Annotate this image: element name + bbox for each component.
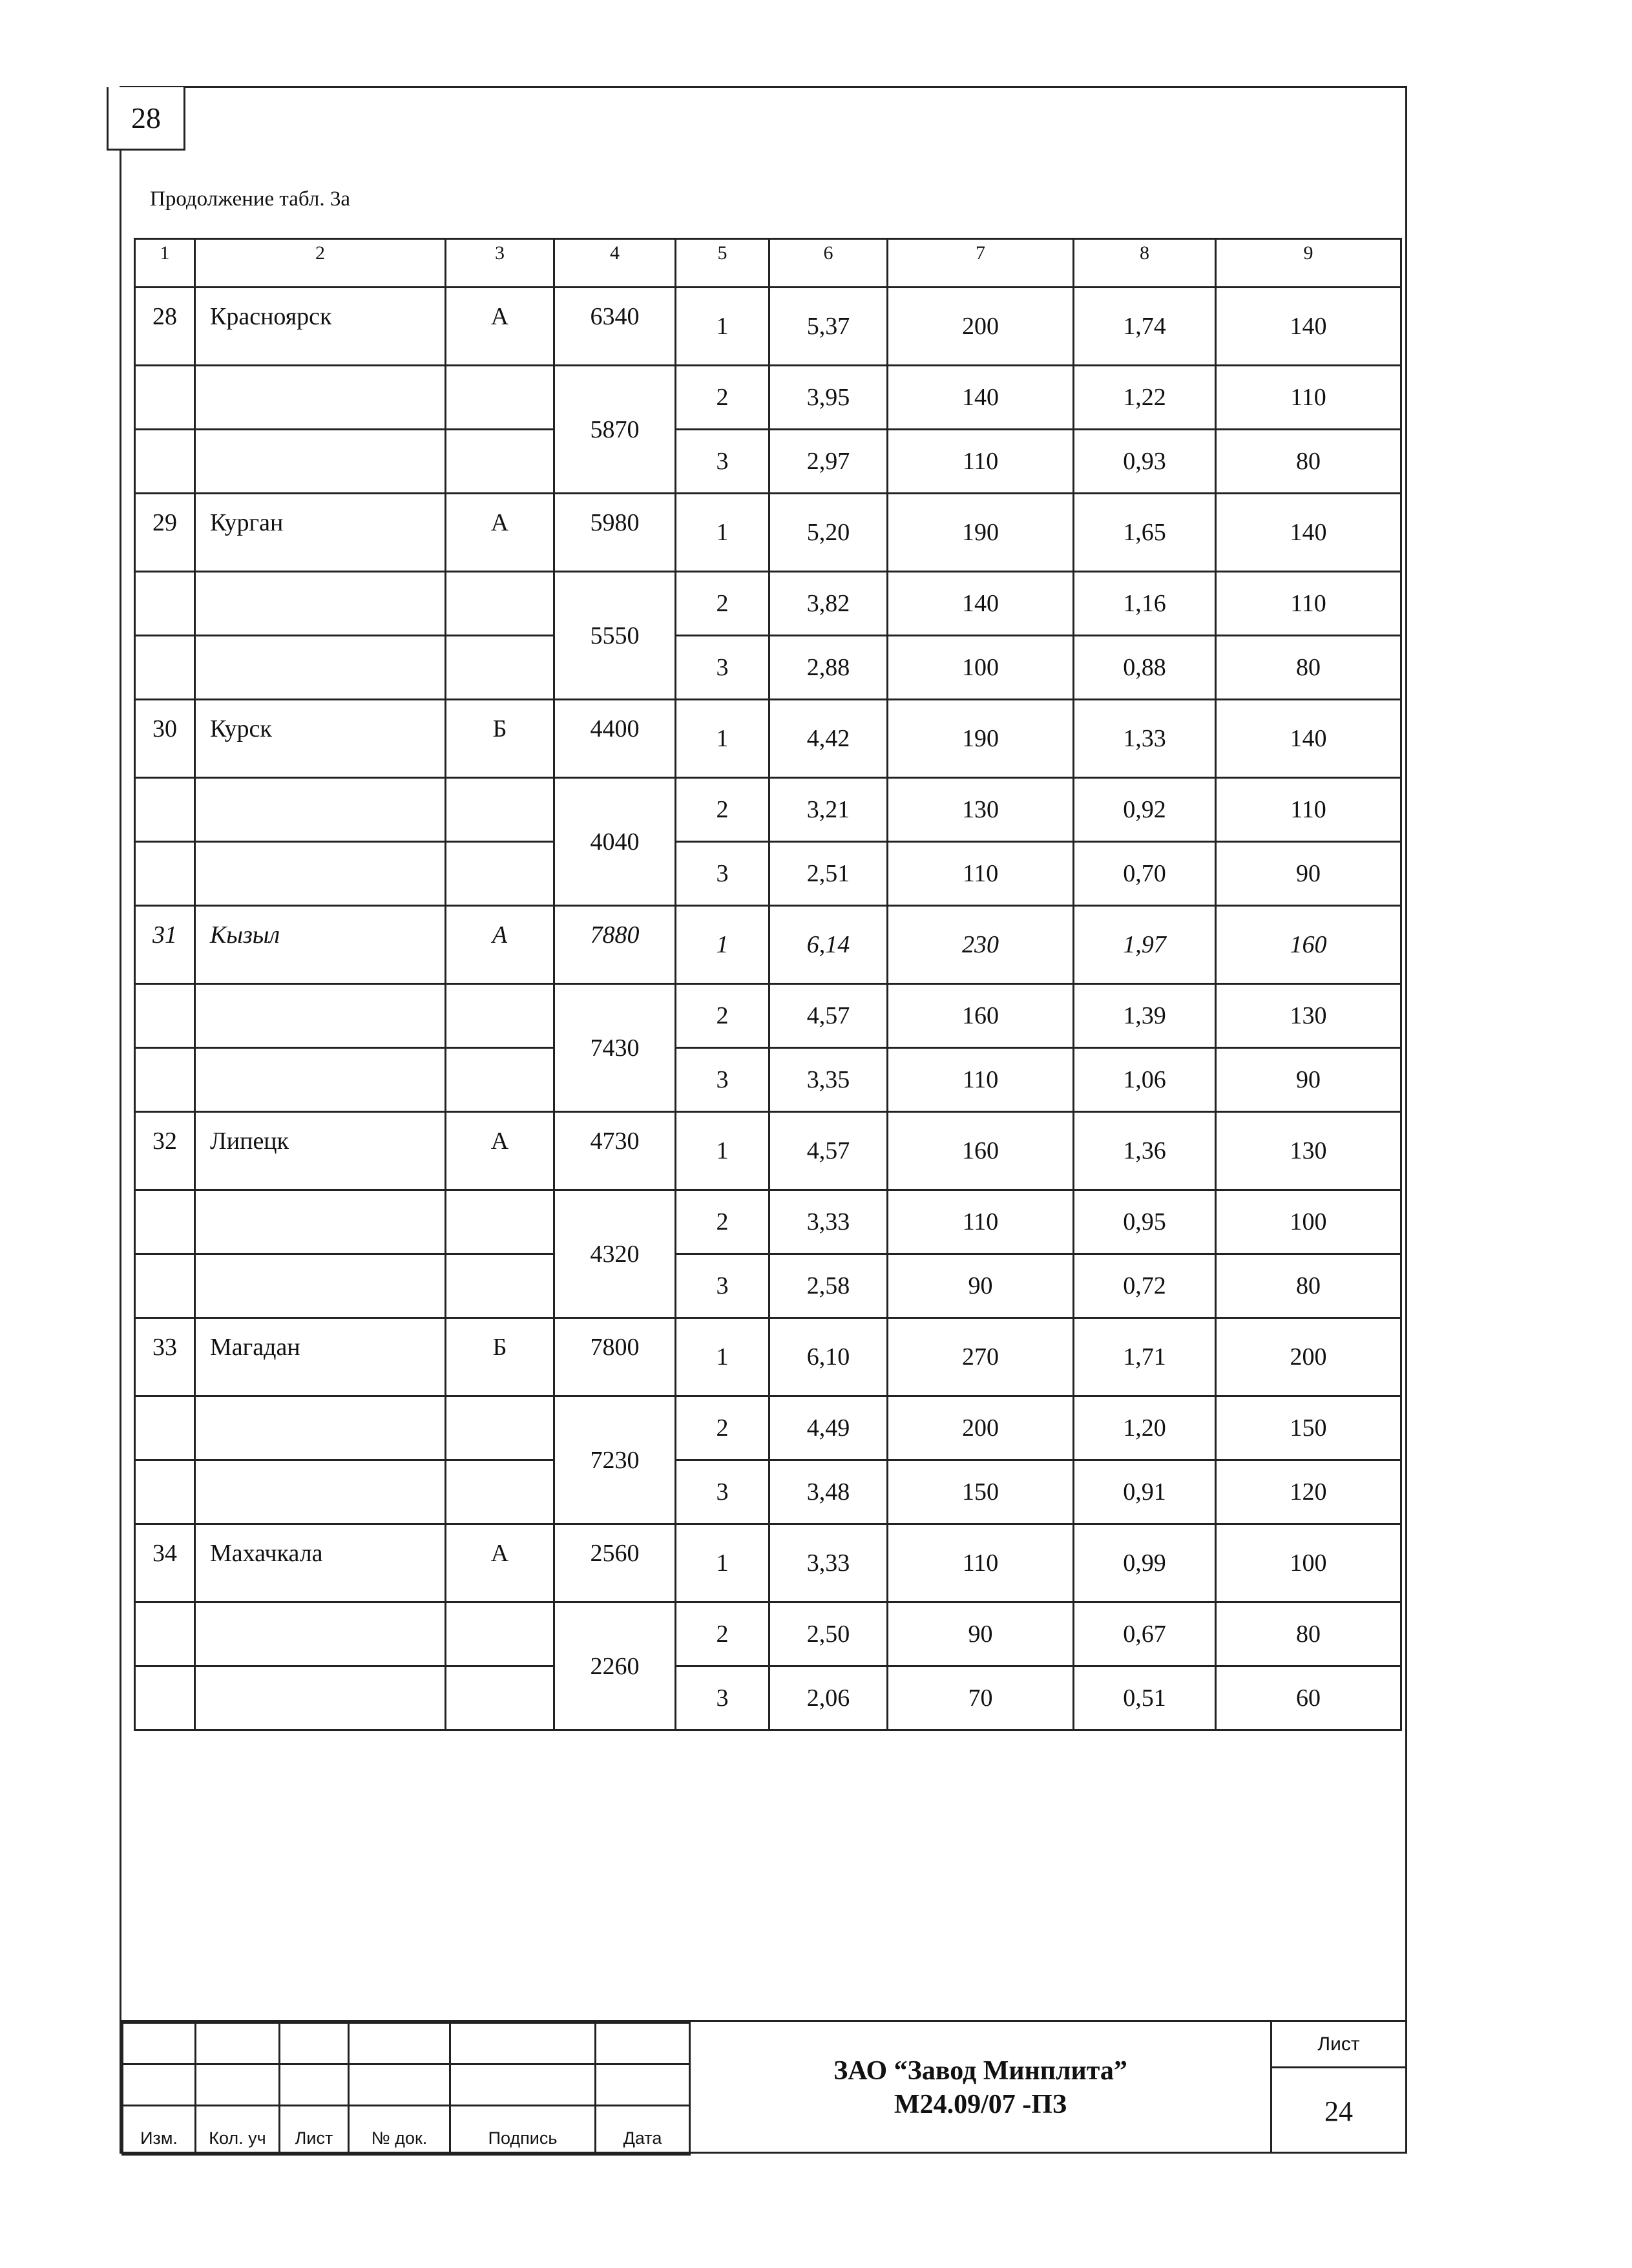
city-cell <box>195 1190 446 1254</box>
col9-cell: 140 <box>1216 494 1401 572</box>
col9-cell: 120 <box>1216 1460 1401 1524</box>
col8-cell: 1,65 <box>1074 494 1216 572</box>
col5-cell: 2 <box>676 572 769 636</box>
zone-cell: Б <box>446 1318 554 1396</box>
col9-cell: 150 <box>1216 1396 1401 1460</box>
table-row <box>135 430 1401 494</box>
table-row <box>135 1666 1401 1730</box>
col8-cell: 0,99 <box>1074 1524 1216 1602</box>
header-cell: 6 <box>769 239 888 288</box>
col6-cell: 5,20 <box>769 494 888 572</box>
row-number-cell <box>135 1190 195 1254</box>
city-cell <box>195 984 446 1048</box>
city-cell: Курск <box>195 700 446 778</box>
col5-cell: 1 <box>676 700 769 778</box>
table-row <box>135 288 1401 366</box>
col5-cell: 2 <box>676 1190 769 1254</box>
col8-cell: 1,20 <box>1074 1396 1216 1460</box>
col7-cell: 160 <box>888 1112 1074 1190</box>
col7-cell: 100 <box>888 636 1074 700</box>
row-number-cell <box>135 984 195 1048</box>
col9-cell: 110 <box>1216 572 1401 636</box>
col9-cell: 160 <box>1216 906 1401 984</box>
header-cell: 3 <box>446 239 554 288</box>
col8-cell: 1,33 <box>1074 700 1216 778</box>
col8-cell: 0,93 <box>1074 430 1216 494</box>
table-row <box>135 1190 1401 1254</box>
col6-cell: 5,37 <box>769 288 888 366</box>
row-number-cell <box>135 1048 195 1112</box>
col4-cell: 7430 <box>554 984 676 1112</box>
city-cell <box>195 842 446 906</box>
col4-cell: 7880 <box>554 906 676 984</box>
zone-cell <box>446 1666 554 1730</box>
stamp-label-izm: Изм. <box>123 2106 196 2155</box>
row-number-cell <box>135 842 195 906</box>
zone-cell <box>446 984 554 1048</box>
col6-cell: 2,97 <box>769 430 888 494</box>
stamp-label-kol: Кол. уч <box>196 2106 280 2155</box>
col8-cell: 1,16 <box>1074 572 1216 636</box>
row-number-cell: 29 <box>135 494 195 572</box>
col5-cell: 3 <box>676 842 769 906</box>
city-cell: Курган <box>195 494 446 572</box>
col6-cell: 4,49 <box>769 1396 888 1460</box>
col7-cell: 70 <box>888 1666 1074 1730</box>
col4-cell: 7230 <box>554 1396 676 1524</box>
zone-cell: А <box>446 494 554 572</box>
col6-cell: 2,50 <box>769 1602 888 1666</box>
city-cell <box>195 778 446 842</box>
col8-cell: 1,97 <box>1074 906 1216 984</box>
row-number-cell <box>135 1602 195 1666</box>
col9-cell: 90 <box>1216 842 1401 906</box>
table-row <box>135 494 1401 572</box>
col5-cell: 1 <box>676 1318 769 1396</box>
col8-cell: 0,72 <box>1074 1254 1216 1318</box>
row-number-cell: 34 <box>135 1524 195 1602</box>
table-row <box>135 1318 1401 1396</box>
col6-cell: 2,58 <box>769 1254 888 1318</box>
col9-cell: 110 <box>1216 778 1401 842</box>
col7-cell: 160 <box>888 984 1074 1048</box>
col4-cell: 2260 <box>554 1602 676 1730</box>
col7-cell: 140 <box>888 572 1074 636</box>
col4-cell: 7800 <box>554 1318 676 1396</box>
header-row <box>135 239 1401 288</box>
header-cell: 7 <box>888 239 1074 288</box>
col8-cell: 1,22 <box>1074 366 1216 430</box>
col4-cell: 4400 <box>554 700 676 778</box>
row-number-cell <box>135 636 195 700</box>
city-cell <box>195 1254 446 1318</box>
zone-cell <box>446 430 554 494</box>
zone-cell: А <box>446 906 554 984</box>
table-row <box>135 1254 1401 1318</box>
city-cell <box>195 430 446 494</box>
col7-cell: 110 <box>888 430 1074 494</box>
row-number-cell <box>135 430 195 494</box>
row-number-cell: 32 <box>135 1112 195 1190</box>
col8-cell: 0,92 <box>1074 778 1216 842</box>
zone-cell: А <box>446 288 554 366</box>
title-block <box>121 2020 1405 2152</box>
col7-cell: 110 <box>888 1190 1074 1254</box>
col6-cell: 3,48 <box>769 1460 888 1524</box>
table-row <box>135 572 1401 636</box>
col6-cell: 3,82 <box>769 572 888 636</box>
col8-cell: 1,74 <box>1074 288 1216 366</box>
header-cell: 8 <box>1074 239 1216 288</box>
col6-cell: 4,57 <box>769 1112 888 1190</box>
city-cell <box>195 1460 446 1524</box>
col7-cell: 90 <box>888 1602 1074 1666</box>
table-row <box>135 636 1401 700</box>
col9-cell: 100 <box>1216 1190 1401 1254</box>
col7-cell: 150 <box>888 1460 1074 1524</box>
city-cell: Махачкала <box>195 1524 446 1602</box>
col7-cell: 230 <box>888 906 1074 984</box>
city-cell <box>195 366 446 430</box>
col4-cell: 4320 <box>554 1190 676 1318</box>
col5-cell: 3 <box>676 1666 769 1730</box>
col7-cell: 110 <box>888 842 1074 906</box>
city-cell <box>195 1048 446 1112</box>
zone-cell <box>446 842 554 906</box>
zone-cell <box>446 636 554 700</box>
col8-cell: 1,71 <box>1074 1318 1216 1396</box>
col7-cell: 190 <box>888 700 1074 778</box>
header-cell: 9 <box>1216 239 1401 288</box>
col8-cell: 1,39 <box>1074 984 1216 1048</box>
col6-cell: 2,88 <box>769 636 888 700</box>
header-cell: 4 <box>554 239 676 288</box>
city-cell: Кызыл <box>195 906 446 984</box>
zone-cell <box>446 572 554 636</box>
zone-cell: А <box>446 1524 554 1602</box>
zone-cell <box>446 1460 554 1524</box>
col6-cell: 6,10 <box>769 1318 888 1396</box>
col5-cell: 2 <box>676 1602 769 1666</box>
company-name: ЗАО “Завод Минплита” <box>833 2056 1127 2086</box>
col8-cell: 0,88 <box>1074 636 1216 700</box>
data-table <box>134 238 1402 1731</box>
col4-cell: 6340 <box>554 288 676 366</box>
col4-cell: 5980 <box>554 494 676 572</box>
col8-cell: 0,91 <box>1074 1460 1216 1524</box>
page-number: 28 <box>107 87 185 151</box>
col5-cell: 2 <box>676 778 769 842</box>
col7-cell: 110 <box>888 1048 1074 1112</box>
zone-cell <box>446 778 554 842</box>
row-number-cell <box>135 778 195 842</box>
table-row <box>135 1112 1401 1190</box>
col6-cell: 6,14 <box>769 906 888 984</box>
table-row <box>135 366 1401 430</box>
revision-grid <box>121 2022 691 2156</box>
col6-cell: 3,35 <box>769 1048 888 1112</box>
city-cell: Магадан <box>195 1318 446 1396</box>
col7-cell: 110 <box>888 1524 1074 1602</box>
col9-cell: 140 <box>1216 700 1401 778</box>
zone-cell <box>446 366 554 430</box>
col6-cell: 4,57 <box>769 984 888 1048</box>
col4-cell: 2560 <box>554 1524 676 1602</box>
row-number-cell <box>135 1666 195 1730</box>
col9-cell: 100 <box>1216 1524 1401 1602</box>
col5-cell: 1 <box>676 1112 769 1190</box>
col9-cell: 130 <box>1216 984 1401 1048</box>
row-number-cell: 33 <box>135 1318 195 1396</box>
sheet-number: 24 <box>1324 2095 1353 2127</box>
zone-cell <box>446 1190 554 1254</box>
col5-cell: 3 <box>676 1048 769 1112</box>
col6-cell: 3,33 <box>769 1524 888 1602</box>
col5-cell: 1 <box>676 494 769 572</box>
zone-cell: А <box>446 1112 554 1190</box>
table-row <box>135 1048 1401 1112</box>
stamp-label-list: Лист <box>280 2106 349 2155</box>
col9-cell: 80 <box>1216 1254 1401 1318</box>
col8-cell: 0,51 <box>1074 1666 1216 1730</box>
col5-cell: 3 <box>676 1254 769 1318</box>
col9-cell: 130 <box>1216 1112 1401 1190</box>
col6-cell: 4,42 <box>769 700 888 778</box>
table-caption: Продолжение табл. 3а <box>150 187 350 211</box>
col6-cell: 2,06 <box>769 1666 888 1730</box>
col7-cell: 140 <box>888 366 1074 430</box>
col6-cell: 2,51 <box>769 842 888 906</box>
col7-cell: 130 <box>888 778 1074 842</box>
col4-cell: 4730 <box>554 1112 676 1190</box>
col8-cell: 0,70 <box>1074 842 1216 906</box>
stamp-label-doc: № док. <box>349 2106 450 2155</box>
row-number-cell: 28 <box>135 288 195 366</box>
table-row <box>135 1602 1401 1666</box>
col5-cell: 1 <box>676 1524 769 1602</box>
row-number-cell <box>135 572 195 636</box>
col5-cell: 3 <box>676 1460 769 1524</box>
stamp-title <box>689 2022 1272 2154</box>
col5-cell: 1 <box>676 288 769 366</box>
zone-cell <box>446 1602 554 1666</box>
col8-cell: 1,06 <box>1074 1048 1216 1112</box>
col9-cell: 80 <box>1216 636 1401 700</box>
col9-cell: 60 <box>1216 1666 1401 1730</box>
city-cell <box>195 1396 446 1460</box>
row-number-cell <box>135 1460 195 1524</box>
col5-cell: 3 <box>676 430 769 494</box>
stamp-label-signature: Подпись <box>450 2106 596 2155</box>
col4-cell: 5550 <box>554 572 676 700</box>
col5-cell: 2 <box>676 366 769 430</box>
col6-cell: 3,33 <box>769 1190 888 1254</box>
col9-cell: 200 <box>1216 1318 1401 1396</box>
col4-cell: 4040 <box>554 778 676 906</box>
col6-cell: 3,95 <box>769 366 888 430</box>
city-cell <box>195 636 446 700</box>
col4-cell: 5870 <box>554 366 676 494</box>
table-row <box>135 906 1401 984</box>
table-row <box>135 1524 1401 1602</box>
table-row <box>135 1396 1401 1460</box>
city-cell <box>195 1602 446 1666</box>
col5-cell: 2 <box>676 1396 769 1460</box>
header-cell: 5 <box>676 239 769 288</box>
zone-cell <box>446 1396 554 1460</box>
col9-cell: 110 <box>1216 366 1401 430</box>
col7-cell: 200 <box>888 288 1074 366</box>
city-cell: Липецк <box>195 1112 446 1190</box>
col5-cell: 3 <box>676 636 769 700</box>
sheet-label: Лист <box>1272 2022 1405 2068</box>
header-cell: 1 <box>135 239 195 288</box>
col7-cell: 90 <box>888 1254 1074 1318</box>
zone-cell: Б <box>446 700 554 778</box>
row-number-cell <box>135 366 195 430</box>
table-row <box>135 1460 1401 1524</box>
col9-cell: 80 <box>1216 1602 1401 1666</box>
stamp-label-date: Дата <box>596 2106 690 2155</box>
city-cell: Красноярск <box>195 288 446 366</box>
col9-cell: 140 <box>1216 288 1401 366</box>
row-number-cell: 31 <box>135 906 195 984</box>
col5-cell: 2 <box>676 984 769 1048</box>
table-row <box>135 842 1401 906</box>
row-number-cell <box>135 1396 195 1460</box>
row-number-cell <box>135 1254 195 1318</box>
col7-cell: 270 <box>888 1318 1074 1396</box>
zone-cell <box>446 1048 554 1112</box>
city-cell <box>195 1666 446 1730</box>
col7-cell: 200 <box>888 1396 1074 1460</box>
zone-cell <box>446 1254 554 1318</box>
col9-cell: 80 <box>1216 430 1401 494</box>
table-row <box>135 700 1401 778</box>
col8-cell: 0,95 <box>1074 1190 1216 1254</box>
col8-cell: 0,67 <box>1074 1602 1216 1666</box>
table-row <box>135 984 1401 1048</box>
col5-cell: 1 <box>676 906 769 984</box>
col7-cell: 190 <box>888 494 1074 572</box>
header-cell: 2 <box>195 239 446 288</box>
row-number-cell: 30 <box>135 700 195 778</box>
col6-cell: 3,21 <box>769 778 888 842</box>
col8-cell: 1,36 <box>1074 1112 1216 1190</box>
document-code: М24.09/07 -ПЗ <box>894 2090 1067 2119</box>
col9-cell: 90 <box>1216 1048 1401 1112</box>
city-cell <box>195 572 446 636</box>
table-row <box>135 778 1401 842</box>
